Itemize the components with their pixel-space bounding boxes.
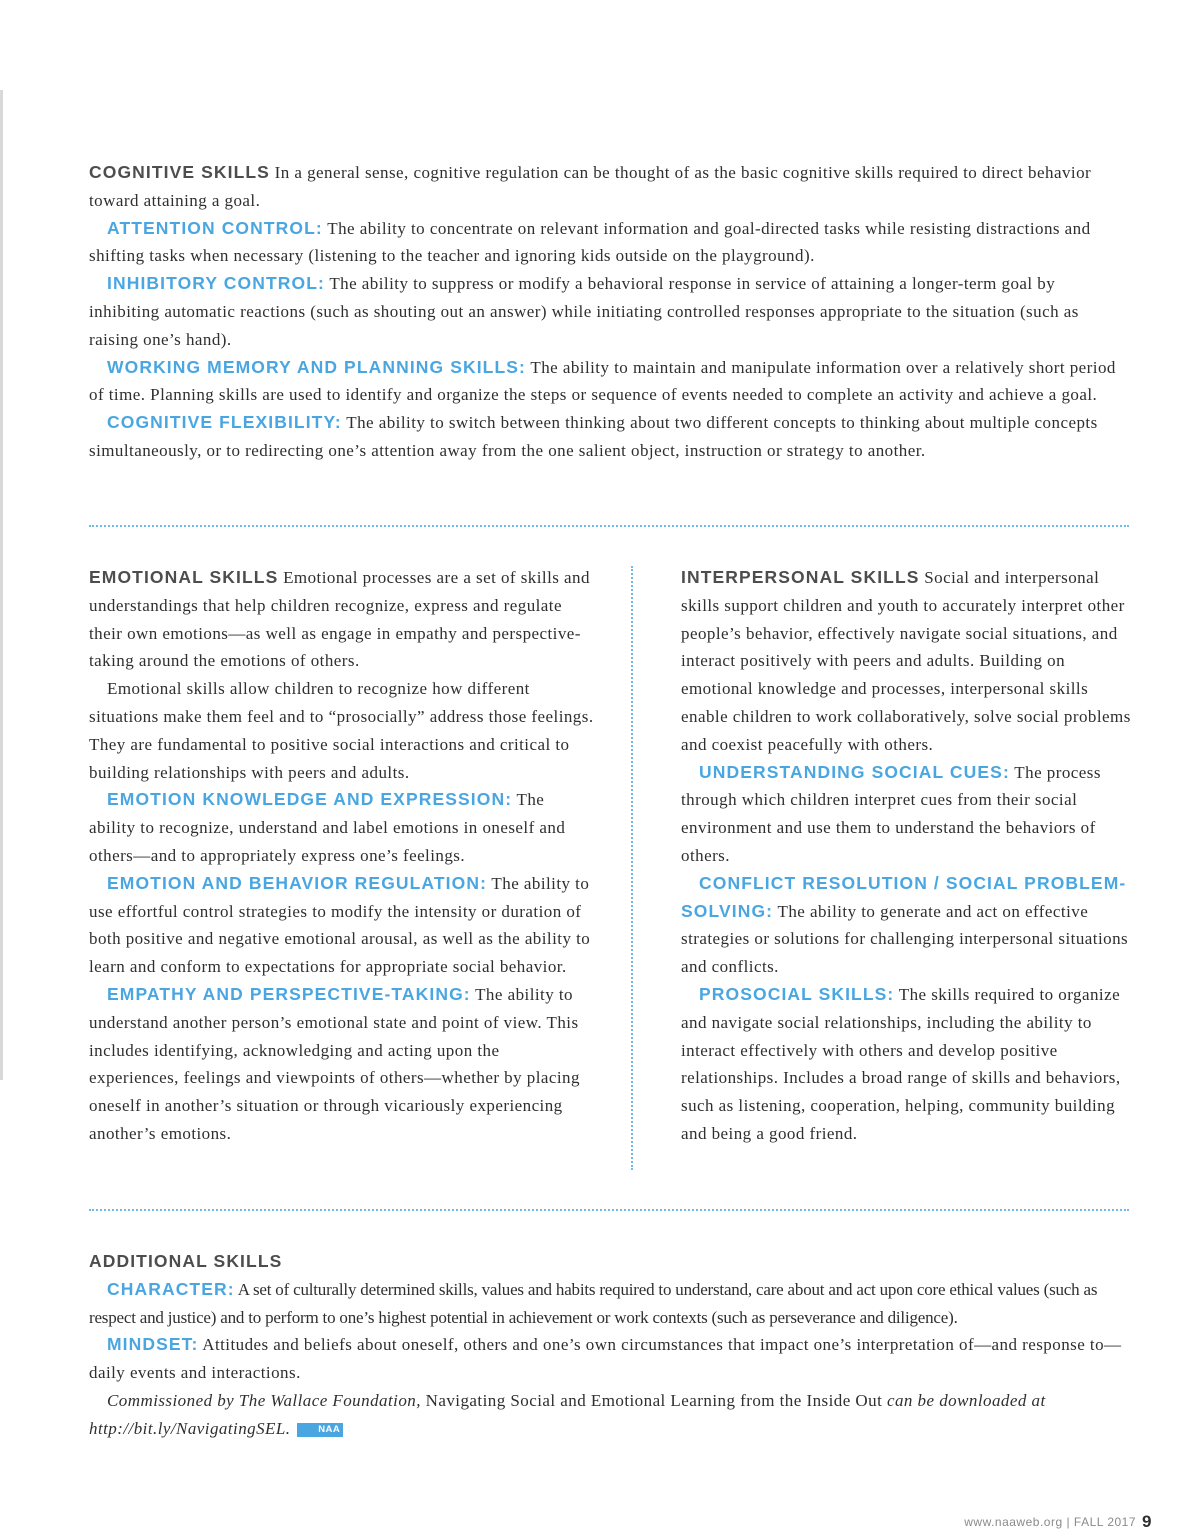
dotted-divider-top (89, 525, 1129, 527)
cognitive-item-text: The ability to switch between thinking about two different concepts to thinking about multiple concepts simultaneously, or to redirecting one’s attention away from the one salient object, instruction or strategy to another. (89, 413, 1098, 460)
cognitive-item-text: The ability to suppress or modify a behavioral response in service of attaining a longer-term goal by inhibiting automatic reactions (such as shouting out an answer) while initiating controlled responses appropriate to the situation (such as raising one’s hand). (89, 274, 1079, 349)
cognitive-intro (89, 159, 1129, 215)
credit-title: Navigating Social and Emotional Learning from the Inside Out (420, 1390, 883, 1410)
interpersonal-item-prosocial (681, 981, 1131, 1148)
additional-item-character (89, 1276, 1129, 1332)
cognitive-intro-text: In a general sense, cognitive regulation can be thought of as the basic cognitive skills required to direct behavior toward attaining a goal. (89, 163, 1092, 210)
interpersonal-intro-text: Social and interpersonal skills support children and youth to accurately interpret other people’s behavior, effectively navigate social situations, and interact positively with peers and adults. Building on emotional knowledge and processes, interpersonal skills enable children to work collaboratively, solve social problems and coexist peacefully with others. (681, 568, 1131, 754)
emotional-skills-section (89, 564, 594, 1148)
credit-part3: can be downloaded at http://bit.ly/NavigatingSEL. (89, 1390, 1046, 1438)
emotional-item-text: The ability to understand another person’s emotional state and point of view. This includes identifying, acknowledging and acting upon the experiences, feelings and viewpoints of others—whether by placing oneself in another’s situation or through vicariously experiencing another’s emotions. (89, 984, 580, 1143)
cognitive-item-text: The ability to maintain and manipulate information over a relatively short period of time. Planning skills are used to identify and organize the steps or sequence of events needed to complete an activity and achieve a goal. (89, 357, 1116, 405)
credit-line (89, 1387, 1129, 1443)
interpersonal-item-label: CONFLICT RESOLUTION / SOCIAL PROBLEM-SOLVING: (681, 872, 1127, 921)
footer-site: www.naaweb.org (964, 1515, 1063, 1529)
interpersonal-item-text: The process through which children interpret cues from their social environment and use them to understand the behaviors of others. (681, 762, 1101, 865)
emotional-heading: EMOTIONAL SKILLS (89, 567, 279, 587)
dotted-column-divider (631, 566, 633, 1170)
cognitive-item-label: ATTENTION CONTROL: (107, 217, 323, 238)
additional-item-label: MINDSET: (107, 1334, 199, 1355)
interpersonal-item-social-cues (681, 759, 1131, 870)
interpersonal-item-label: PROSOCIAL SKILLS: (699, 983, 895, 1004)
footer-issue: FALL 2017 (1073, 1515, 1137, 1529)
emotional-item-label: EMOTION AND BEHAVIOR REGULATION: (107, 872, 488, 893)
cognitive-item-label: COGNITIVE FLEXIBILITY: (107, 412, 342, 433)
cognitive-item-attention (89, 215, 1129, 271)
footer-separator: | (1062, 1515, 1074, 1529)
cognitive-skills-section (89, 159, 1129, 465)
interpersonal-item-label: UNDERSTANDING SOCIAL CUES: (699, 761, 1010, 782)
credit-part1: Commissioned by The Wallace Foundation, (107, 1390, 421, 1410)
interpersonal-item-conflict (681, 870, 1131, 981)
page-footer (964, 1512, 1152, 1532)
interpersonal-skills-section (681, 564, 1131, 1148)
emotional-item-text: The ability to use effortful control strategies to modify the intensity or duration of both positive and negative emotional arousal, as well as the ability to learn and conform to expectations for appropriate social behavior. (89, 873, 591, 977)
page-edge-rule (0, 90, 3, 1080)
cognitive-heading: COGNITIVE SKILLS (89, 162, 270, 182)
emotional-item-label: EMOTION KNOWLEDGE AND EXPRESSION: (107, 789, 513, 810)
additional-item-mindset (89, 1331, 1129, 1387)
additional-item-text: Attitudes and beliefs about oneself, others and one’s own circumstances that impact one’s interpretation of—and response to—daily events and interactions. (89, 1335, 1122, 1383)
interpersonal-intro (681, 564, 1131, 759)
additional-item-text: A set of culturally determined skills, values and habits required to understand, care about and act upon core ethical values (such as respect and justice) and to perform to one’s highest potential in achievement or work contexts (such as perseverance and diligence). (89, 1279, 1098, 1327)
additional-heading: ADDITIONAL SKILLS (89, 1251, 283, 1271)
interpersonal-item-text: The skills required to organize and navigate social relationships, including the ability to interact effectively with others and develop positive relationships. Includes a broad range of skills and behaviors, such as listening, cooperation, helping, community building and being a good friend. (681, 984, 1121, 1143)
cognitive-item-inhibitory (89, 270, 1129, 353)
interpersonal-item-text: The ability to generate and act on effective strategies or solutions for challenging interpersonal situations and conflicts. (681, 901, 1129, 977)
emotional-paragraph: Emotional skills allow children to recognize how different situations make them feel and to “prosocially” address those feelings. They are fundamental to positive social interactions and critical to building relationships with peers and adults. (89, 679, 594, 782)
additional-heading-line (89, 1248, 1129, 1276)
page-number: 9 (1142, 1512, 1152, 1531)
interpersonal-heading: INTERPERSONAL SKILLS (681, 567, 920, 587)
emotional-intro-text: Emotional processes are a set of skills and understandings that help children recognize, express and regulate their own emotions—as well as engage in empathy and perspective-taking around the emotions of others. (89, 568, 590, 671)
emotional-intro (89, 564, 594, 675)
cognitive-item-text: The ability to concentrate on relevant information and goal-directed tasks while resisting distractions and shifting tasks when necessary (listening to the teacher and ignoring kids outside on the playground). (89, 218, 1091, 266)
cognitive-item-working-memory (89, 354, 1129, 410)
emotional-item-regulation (89, 870, 594, 981)
emotional-item-knowledge (89, 786, 594, 869)
additional-item-label: CHARACTER: (107, 1278, 235, 1299)
emotional-item-text: The ability to recognize, understand and label emotions in oneself and others—and to appropriately express one’s feelings. (89, 790, 566, 865)
cognitive-item-label: INHIBITORY CONTROL: (107, 273, 325, 294)
emotional-item-label: EMPATHY AND PERSPECTIVE-TAKING: (107, 983, 471, 1004)
cognitive-item-label: WORKING MEMORY AND PLANNING SKILLS: (107, 356, 526, 377)
naa-badge: NAA (297, 1423, 343, 1437)
cognitive-item-flexibility (89, 409, 1129, 465)
emotional-item-empathy (89, 981, 594, 1148)
dotted-divider-bottom (89, 1209, 1129, 1211)
additional-skills-section (89, 1248, 1129, 1443)
